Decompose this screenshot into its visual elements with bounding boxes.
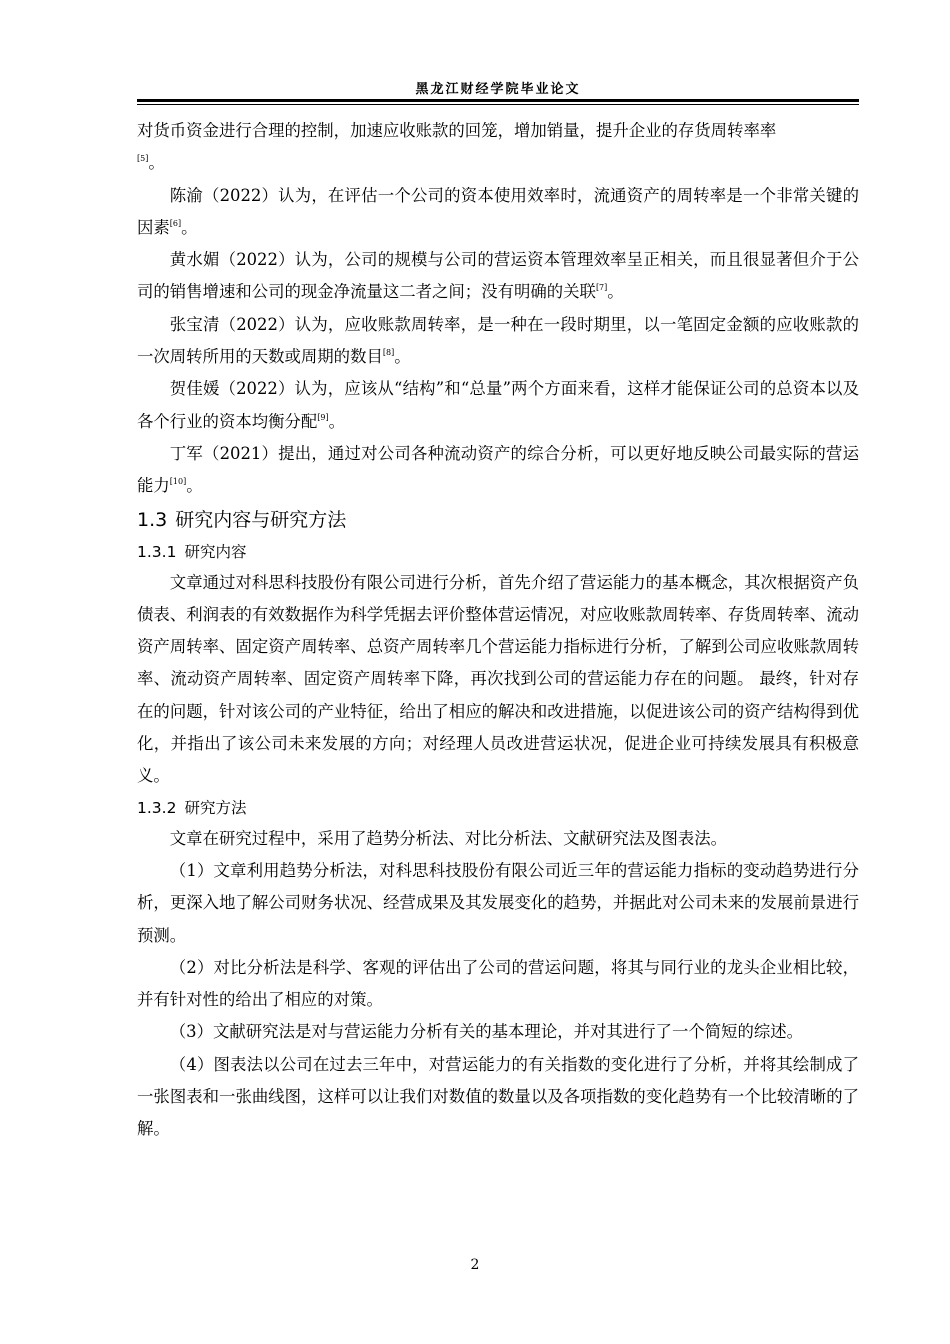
section-title: 研究内容与研究方法 bbox=[175, 508, 347, 531]
citation-ref: [10] bbox=[169, 477, 187, 487]
paragraph: 贺佳媛（2022）认为，应该从“结构”和“总量”两个方面来看，这样才能保证公司的总资本以及各个行业的资本均衡分配[9]。 bbox=[137, 379, 859, 431]
subsection-title: 研究方法 bbox=[184, 798, 247, 817]
paragraph: 文章通过对科思科技股份有限公司进行分析，首先介绍了营运能力的基本概念，其次根据资产负债表、利润表的有效数据作为科学凭据去评价整体营运情况，对应收账款周转率、存货周转率、流动资产周转率、固定资产周转率、总资产周转率几个营运能力指标进行分析，了解到公司应收账款周转率、流动资产周转率、固定资产周转率下降，再次找到公司的营运能力存在的问题。 最终，针对存在的问题，针对该公司的产业特征，给出了相应的解决和改进措施，以促进该公司的资产结构得到优化，并指出了该公司未来发展的方向；对经理人员改进营运状况，促进企业可持续发展具有积极意义。 bbox=[137, 572, 859, 786]
subsection-number: 1.3.2 bbox=[137, 798, 177, 817]
citation-ref: [5] bbox=[137, 154, 149, 164]
citation-ref: [8] bbox=[382, 348, 395, 358]
citation-ref: [6] bbox=[169, 218, 182, 228]
subsection-heading bbox=[137, 537, 859, 567]
method-item: （2）对比分析法是科学、客观的评估出了公司的营运问题，将其与同行业的龙头企业相比较，并有针对性的给出了相应的对策。 bbox=[137, 957, 859, 1010]
paragraph: 黄水媚（2022）认为，公司的规模与公司的营运资本管理效率呈正相关，而且很显著但介于公司的销售增速和公司的现金净流量这二者之间；没有明确的关联[7]。 bbox=[137, 250, 859, 302]
section-heading bbox=[137, 503, 859, 537]
paragraph: 丁军（2021）提出，通过对公司各种流动资产的综合分析，可以更好地反映公司最实际的营运能力[10]。 bbox=[137, 443, 859, 496]
header-rule-thick bbox=[137, 99, 859, 102]
page-number: 2 bbox=[470, 1257, 480, 1273]
running-header: 黑龙江财经学院毕业论文 bbox=[415, 82, 581, 97]
citation-ref: [7] bbox=[595, 283, 608, 293]
paragraph: 文章在研究过程中，采用了趋势分析法、对比分析法、文献研究法及图表法。 bbox=[169, 828, 728, 848]
paragraph: 陈渝（2022）认为，在评估一个公司的资本使用效率时，流通资产的周转率是一个非常关键的因素[6]。 bbox=[137, 185, 859, 237]
paragraph-continued: 对货币资金进行合理的控制，加速应收账款的回笼，增加销量，提升企业的存货周转率率 [5]。 bbox=[137, 121, 777, 173]
section-number: 1.3 bbox=[137, 508, 168, 531]
citation-ref: [9] bbox=[317, 412, 329, 422]
subsection-title: 研究内容 bbox=[184, 542, 247, 561]
subsection-heading bbox=[137, 793, 859, 823]
subsection-number: 1.3.1 bbox=[137, 542, 177, 561]
page-body bbox=[137, 115, 859, 1146]
method-item: （3）文献研究法是对与营运能力分析有关的基本理论，并对其进行了一个简短的综述。 bbox=[169, 1022, 804, 1042]
header-rule-thin bbox=[137, 104, 859, 105]
method-item: （1）文章利用趋势分析法，对科思科技股份有限公司近三年的营运能力指标的变动趋势进行分析，更深入地了解公司财务状况、经营成果及其发展变化的趋势，并据此对公司未来的发展前景进行预测。 bbox=[137, 860, 859, 945]
paragraph: 张宝清（2022）认为，应收账款周转率，是一种在一段时期里，以一笔固定金额的应收账款的一次周转所用的天数或周期的数目[8]。 bbox=[137, 314, 859, 367]
method-item: （4）图表法以公司在过去三年中，对营运能力的有关指数的变化进行了分析，并将其绘制成了一张图表和一张曲线图，这样可以让我们对数值的数量以及各项指数的变化趋势有一个比较清晰的了解。 bbox=[137, 1054, 859, 1139]
